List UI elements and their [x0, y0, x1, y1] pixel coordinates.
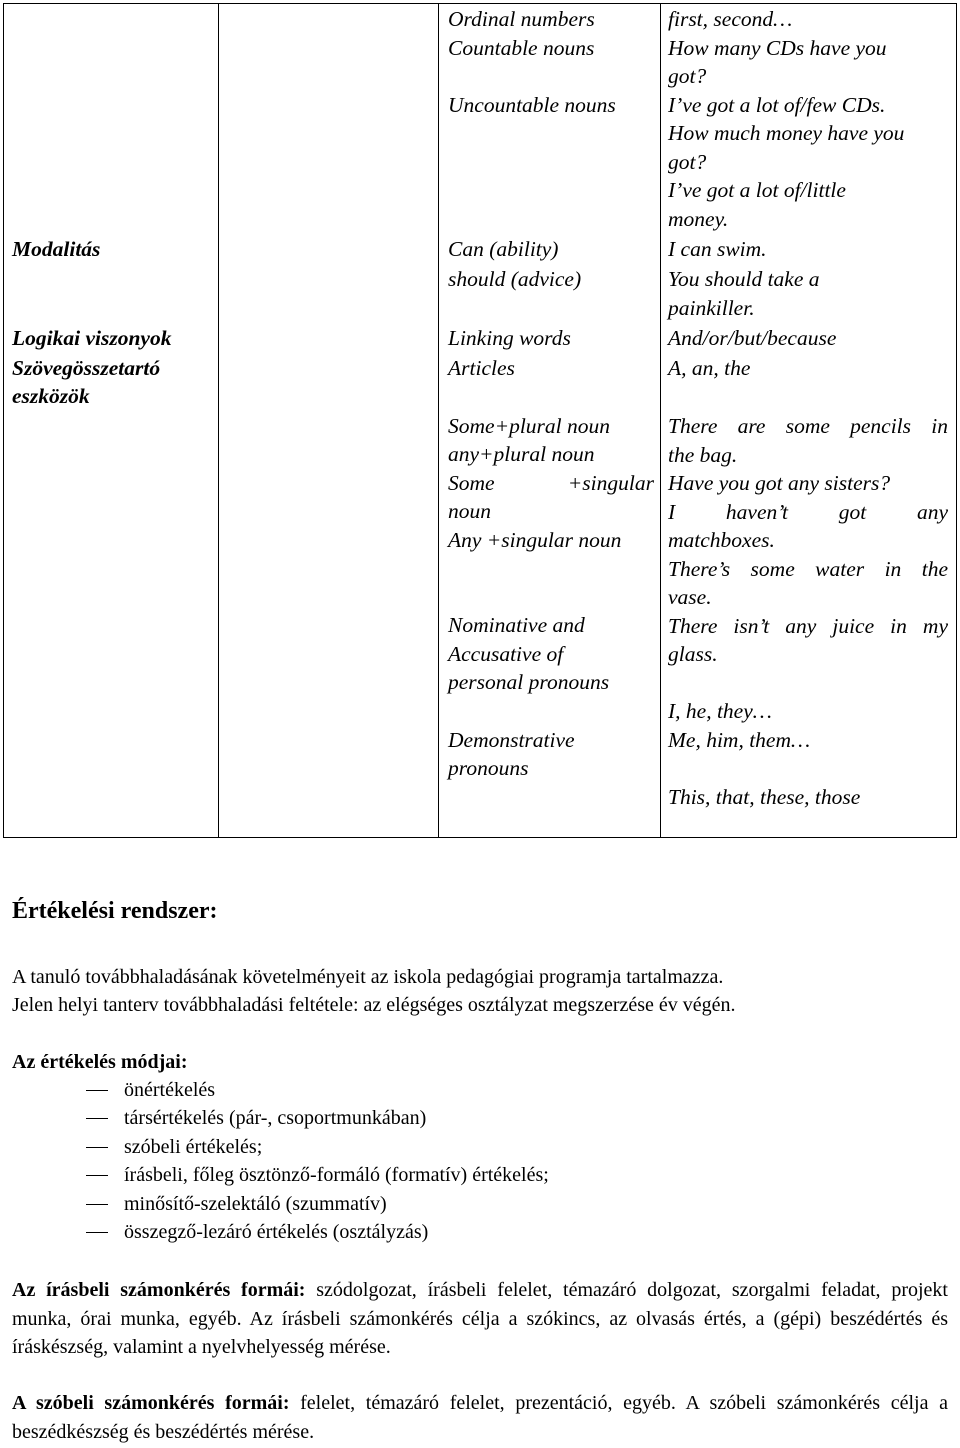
form-pronouns-line: Accusative of — [448, 642, 564, 666]
list-item: minősítő-szelektáló (szummatív) — [124, 1190, 387, 1219]
form-some-any-line: any+plural noun — [448, 442, 595, 466]
list-item: írásbeli, főleg ösztönző-formáló (formatív) értékelés; — [124, 1161, 549, 1190]
category-szovegosszetarto-line: Szövegösszetartó — [12, 356, 161, 380]
example-line: There are some pencils in — [668, 414, 948, 438]
paragraph-line: A tanuló továbbhaladásának követelményeit az iskola pedagógiai programja tartalmazza. — [12, 966, 724, 988]
example-nouns-line: I’ve got a lot of/little — [668, 178, 846, 202]
form-some-any-line: Some+plural noun — [448, 414, 611, 438]
dash-bullet — [86, 1118, 108, 1119]
written-assessment-text: szódolgozat, írásbeli felelet, témazáró dolgozat, szorgalmi feladat, projekt munka, órai munka, egyéb. Az írásbeli számonkérés célja a szókincs, az olvasás értés, a (gépi) beszédértés és íráskészség, valamint a nyelvhelyesség mérése. — [12, 1279, 948, 1358]
form-pronouns-line: personal pronouns — [448, 670, 610, 694]
list-item: önértékelés — [124, 1076, 215, 1105]
form-ordinal-numbers: Ordinal numbers — [448, 7, 595, 31]
form-some-singular — [448, 469, 654, 498]
example-line: I haven’t got any — [668, 499, 948, 524]
dash-bullet — [86, 1090, 108, 1091]
methods-title: Az értékelés módjai: — [12, 1051, 188, 1073]
form-should-advice: should (advice) — [448, 267, 582, 291]
example-line: There’s some water in the — [668, 556, 948, 581]
oral-assessment-label: A szóbeli számonkérés formái: — [12, 1392, 290, 1414]
form-singular-word: +singular — [567, 471, 654, 495]
example-line: vase. — [668, 585, 712, 609]
form-demonstrative-line: Demonstrative — [448, 728, 575, 752]
example-modal-line: I can swim. — [668, 237, 767, 261]
form-noun-word: noun — [448, 499, 491, 523]
table-divider-3 — [660, 3, 661, 838]
written-assessment-label: Az írásbeli számonkérés formái: — [12, 1279, 306, 1301]
form-any-singular: Any +singular noun — [448, 528, 622, 552]
example-linking-words: And/or/but/because — [668, 326, 837, 350]
example-line: matchboxes. — [668, 528, 775, 552]
category-logikai-viszonyok: Logikai viszonyok — [12, 326, 172, 350]
example-nouns-line: How much money have you — [668, 121, 905, 145]
table-divider-1 — [218, 3, 219, 838]
category-szovegosszetarto-line: eszközök — [12, 384, 90, 408]
dash-bullet — [86, 1204, 108, 1205]
paragraph-line: Jelen helyi tanterv továbbhaladási feltétele: az elégséges osztályzat megszerzése év végén. — [12, 994, 736, 1016]
written-assessment-paragraph — [12, 1276, 948, 1362]
example-ordinal-numbers: first, second… — [668, 7, 793, 31]
example-articles: A, an, the — [668, 356, 751, 380]
form-pronouns-line: Nominative and — [448, 613, 585, 637]
example-pronouns-line: I, he, they… — [668, 699, 772, 723]
example-line: Have you got any sisters? — [668, 471, 891, 495]
examples-some-any — [668, 412, 948, 669]
form-articles: Articles — [448, 356, 515, 380]
example-nouns-line: I’ve got a lot of/few CDs. — [668, 93, 886, 117]
section-heading: Értékelési rendszer: — [12, 898, 218, 924]
form-linking-words: Linking words — [448, 326, 571, 350]
form-demonstrative-line: pronouns — [448, 756, 529, 780]
example-line: There isn’t any juice in my — [668, 613, 948, 638]
form-uncountable-nouns: Uncountable nouns — [448, 93, 616, 117]
form-can-ability: Can (ability) — [448, 237, 559, 261]
example-nouns-line: How many CDs have you — [668, 36, 887, 60]
example-modal-line: You should take a — [668, 267, 820, 291]
example-demonstrative: This, that, these, those — [668, 785, 861, 809]
form-countable-nouns: Countable nouns — [448, 36, 595, 60]
example-pronouns-line: Me, him, them… — [668, 728, 811, 752]
oral-assessment-text: felelet, témazáró felelet, prezentáció, egyéb. A szóbeli számonkérés célja a beszédkészség és beszédértés mérése. — [12, 1392, 948, 1443]
list-item: összegző-lezáró értékelés (osztályzás) — [124, 1218, 428, 1247]
form-some-word: Some — [448, 471, 495, 495]
example-nouns-line: got? — [668, 64, 707, 88]
list-item: szóbeli értékelés; — [124, 1133, 262, 1162]
example-modal-line: painkiller. — [668, 296, 755, 320]
example-nouns-line: got? — [668, 150, 707, 174]
example-nouns-line: money. — [668, 207, 729, 231]
example-line: glass. — [668, 642, 718, 666]
oral-assessment-paragraph — [12, 1389, 948, 1446]
dash-bullet — [86, 1147, 108, 1148]
category-modalitas: Modalitás — [12, 237, 101, 261]
example-line: the bag. — [668, 442, 738, 467]
dash-bullet — [86, 1175, 108, 1176]
table-divider-2 — [438, 3, 439, 838]
dash-bullet — [86, 1232, 108, 1233]
list-item: társértékelés (pár-, csoportmunkában) — [124, 1104, 426, 1133]
